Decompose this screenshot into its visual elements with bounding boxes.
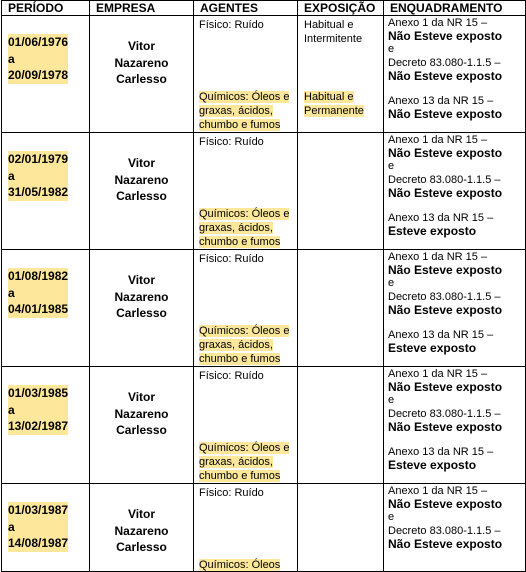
agente-fisico: Físico: Ruído bbox=[199, 253, 264, 265]
periodo-cell bbox=[2, 250, 90, 367]
table-row bbox=[2, 250, 526, 367]
empresa-line-1: Vitor bbox=[127, 390, 156, 404]
enq-status-1: Não Esteve exposto bbox=[388, 29, 503, 44]
periodo-cell bbox=[2, 367, 90, 484]
empresa-cell bbox=[90, 16, 194, 133]
enq-e: e bbox=[388, 277, 395, 290]
enq-status-1: Não Esteve exposto bbox=[388, 263, 503, 278]
periodo-sep: a bbox=[8, 168, 15, 183]
periodo-cell bbox=[2, 133, 90, 250]
empresa-cell bbox=[90, 133, 194, 250]
table-body bbox=[2, 16, 526, 572]
enquadramento-cell bbox=[384, 16, 526, 133]
empresa-line-2: Nazareno bbox=[114, 523, 169, 538]
enq-decreto: Decreto 83.080-1.1.5 – bbox=[388, 407, 501, 420]
periodo-sep: a bbox=[8, 519, 15, 534]
enq-status-2: Não Esteve exposto bbox=[388, 302, 503, 317]
agente-quimico-text: Químicos: Óleos bbox=[199, 559, 281, 571]
agente-quimico bbox=[199, 441, 293, 483]
enq-spacer bbox=[388, 551, 525, 563]
enq-e: e bbox=[388, 394, 395, 407]
enq-status-3: Esteve exposto bbox=[388, 224, 477, 239]
enquadramento-cell bbox=[384, 367, 526, 484]
agente-fisico: Físico: Ruído bbox=[199, 370, 264, 382]
enq-status-2: Não Esteve exposto bbox=[388, 536, 503, 551]
empresa-line-3: Carlesso bbox=[116, 189, 167, 203]
agente-quimico bbox=[199, 558, 293, 572]
periodo-start: 02/01/1979 bbox=[8, 152, 69, 166]
periodo-text bbox=[8, 34, 68, 84]
exposicao-cell bbox=[298, 250, 384, 367]
empresa-line-2: Nazareno bbox=[114, 172, 169, 187]
agentes-cell bbox=[194, 250, 298, 367]
enq-anexo13: Anexo 13 da NR 15 – bbox=[388, 446, 494, 459]
periodo-text bbox=[8, 385, 68, 435]
enq-e: e bbox=[388, 43, 395, 56]
header-row bbox=[2, 1, 526, 16]
header-empresa: EMPRESA bbox=[90, 1, 194, 16]
exposure-table bbox=[1, 0, 526, 572]
empresa-line-1: Vitor bbox=[127, 156, 156, 170]
empresa-line-2: Nazareno bbox=[114, 55, 169, 70]
table-row bbox=[2, 484, 526, 572]
exposicao-2-text: Habitual e Permanente bbox=[304, 91, 364, 117]
empresa-cell bbox=[90, 484, 194, 572]
enq-spacer bbox=[388, 317, 525, 329]
table-row bbox=[2, 367, 526, 484]
enq-anexo1: Anexo 1 da NR 15 – bbox=[388, 368, 488, 380]
empresa-line-2: Nazareno bbox=[114, 406, 169, 421]
empresa-line-2: Nazareno bbox=[114, 289, 169, 304]
periodo-end: 13/02/1987 bbox=[8, 419, 69, 433]
enq-anexo1: Anexo 1 da NR 15 – bbox=[388, 251, 488, 263]
agente-quimico bbox=[199, 207, 293, 249]
agentes-cell bbox=[194, 367, 298, 484]
enq-spacer bbox=[388, 83, 525, 95]
periodo-end: 14/08/1987 bbox=[8, 536, 69, 550]
empresa-line-1: Vitor bbox=[127, 507, 156, 521]
enq-status-3: Esteve exposto bbox=[388, 458, 477, 473]
exposicao-cell bbox=[298, 484, 384, 572]
table-row bbox=[2, 16, 526, 133]
exposicao-cell bbox=[298, 16, 384, 133]
periodo-cell bbox=[2, 484, 90, 572]
enq-e: e bbox=[388, 511, 395, 524]
agente-quimico-text: Químicos: Óleos e graxas, ácidos, chumbo e fumos bbox=[199, 442, 290, 482]
empresa-line-1: Vitor bbox=[127, 39, 156, 53]
empresa-cell bbox=[90, 250, 194, 367]
enq-status-2: Não Esteve exposto bbox=[388, 419, 503, 434]
exposicao-1: Habitual e Intermitente bbox=[304, 19, 363, 45]
enq-status-1: Não Esteve exposto bbox=[388, 497, 503, 512]
periodo-sep: a bbox=[8, 402, 15, 417]
agentes-cell bbox=[194, 133, 298, 250]
empresa-text bbox=[90, 38, 193, 88]
periodo-end: 04/01/1985 bbox=[8, 302, 69, 316]
enq-spacer bbox=[388, 434, 525, 446]
enq-decreto: Decreto 83.080-1.1.5 – bbox=[388, 173, 501, 186]
enq-decreto: Decreto 83.080-1.1.5 – bbox=[388, 290, 501, 303]
agentes-cell bbox=[194, 484, 298, 572]
exposicao-2 bbox=[304, 90, 372, 118]
enquadramento-cell bbox=[384, 250, 526, 367]
agente-quimico bbox=[199, 90, 293, 132]
exposicao-cell bbox=[298, 133, 384, 250]
enq-anexo1: Anexo 1 da NR 15 – bbox=[388, 134, 488, 146]
periodo-cell bbox=[2, 16, 90, 133]
enq-status-1: Não Esteve exposto bbox=[388, 146, 503, 161]
periodo-sep: a bbox=[8, 285, 15, 300]
enq-status-2: Não Esteve exposto bbox=[388, 68, 503, 83]
periodo-start: 01/03/1985 bbox=[8, 386, 69, 400]
agente-quimico-text: Químicos: Óleos e graxas, ácidos, chumbo e fumos bbox=[199, 325, 290, 365]
header-periodo: PERÍODO bbox=[2, 1, 90, 16]
agente-quimico-text: Químicos: Óleos e graxas, ácidos, chumbo e fumos bbox=[199, 208, 290, 248]
enq-decreto: Decreto 83.080-1.1.5 – bbox=[388, 524, 501, 537]
enq-anexo13: Anexo 13 da NR 15 – bbox=[388, 329, 494, 342]
empresa-line-3: Carlesso bbox=[116, 306, 167, 320]
periodo-start: 01/06/1976 bbox=[8, 35, 69, 49]
enq-status-3: Não Esteve exposto bbox=[388, 107, 503, 122]
enq-status-3: Esteve exposto bbox=[388, 341, 477, 356]
enquadramento-cell bbox=[384, 133, 526, 250]
periodo-start: 01/03/1987 bbox=[8, 503, 69, 517]
enq-e: e bbox=[388, 160, 395, 173]
periodo-text bbox=[8, 502, 68, 552]
empresa-line-3: Carlesso bbox=[116, 423, 167, 437]
agentes-cell bbox=[194, 16, 298, 133]
empresa-text bbox=[90, 272, 193, 322]
empresa-line-3: Carlesso bbox=[116, 540, 167, 554]
enq-spacer bbox=[388, 200, 525, 212]
empresa-line-1: Vitor bbox=[127, 273, 156, 287]
enquadramento-cell bbox=[384, 484, 526, 572]
agente-fisico: Físico: Ruído bbox=[199, 136, 264, 148]
header-agentes: AGENTES bbox=[194, 1, 298, 16]
agente-quimico-text: Químicos: Óleos e graxas, ácidos, chumbo e fumos bbox=[199, 91, 290, 131]
empresa-text bbox=[90, 506, 193, 556]
periodo-start: 01/08/1982 bbox=[8, 269, 69, 283]
empresa-cell bbox=[90, 367, 194, 484]
table-row bbox=[2, 133, 526, 250]
periodo-text bbox=[8, 151, 68, 201]
exposicao-cell bbox=[298, 367, 384, 484]
enq-anexo13: Anexo 13 da NR 15 – bbox=[388, 95, 494, 108]
enq-decreto: Decreto 83.080-1.1.5 – bbox=[388, 56, 501, 69]
periodo-end: 31/05/1982 bbox=[8, 185, 69, 199]
enq-status-2: Não Esteve exposto bbox=[388, 185, 503, 200]
enq-anexo13: Anexo 13 da NR 15 – bbox=[388, 212, 494, 225]
agente-fisico: Físico: Ruído bbox=[199, 19, 264, 31]
agente-quimico bbox=[199, 324, 293, 366]
periodo-sep: a bbox=[8, 51, 15, 66]
empresa-text bbox=[90, 389, 193, 439]
agente-fisico: Físico: Ruído bbox=[199, 487, 264, 499]
enq-anexo1: Anexo 1 da NR 15 – bbox=[388, 17, 488, 29]
periodo-text bbox=[8, 268, 68, 318]
periodo-end: 20/09/1978 bbox=[8, 68, 69, 82]
empresa-line-3: Carlesso bbox=[116, 72, 167, 86]
header-exposicao: EXPOSIÇÃO bbox=[298, 1, 384, 16]
header-enquadramento: ENQUADRAMENTO bbox=[384, 1, 526, 16]
enq-status-1: Não Esteve exposto bbox=[388, 380, 503, 395]
enq-anexo1: Anexo 1 da NR 15 – bbox=[388, 485, 488, 497]
empresa-text bbox=[90, 155, 193, 205]
